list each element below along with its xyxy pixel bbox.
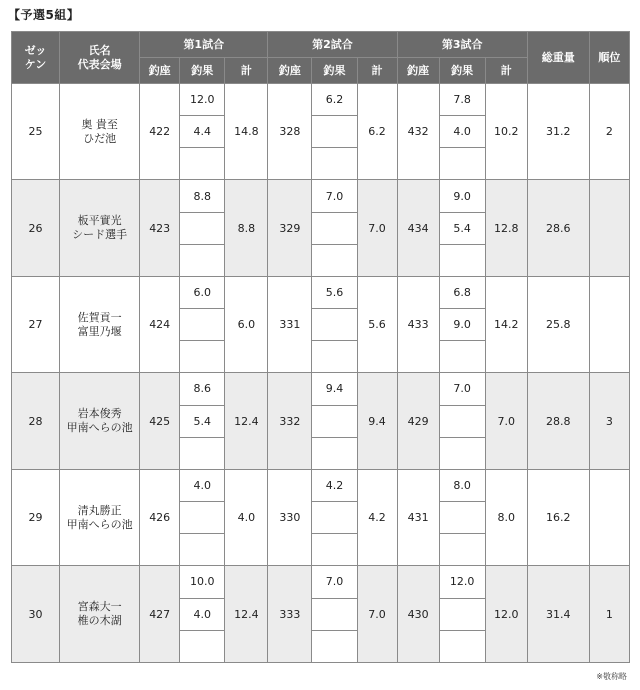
seat-cell: 329 [268,180,312,276]
match-total-cell: 6.0 [225,276,268,372]
header-seat: 釣座 [397,58,439,84]
result-cell: 7.0 [439,373,485,405]
result-cell: 7.0 [312,180,357,212]
player-venue: シード選手 [72,228,128,242]
seat-cell: 331 [268,276,312,372]
header-match-3: 第3試合 [397,32,527,58]
player-venue: 甲南へらの池 [66,421,133,435]
result-cell [439,630,485,662]
table-row [12,180,630,212]
match-total-cell: 7.0 [485,373,527,469]
header-rank: 順位 [589,32,629,84]
header-total: 計 [225,58,268,84]
seat-cell: 433 [397,276,439,372]
seat-cell: 434 [397,180,439,276]
name-cell [60,373,140,469]
result-cell: 5.4 [439,212,485,244]
result-cell [312,437,357,469]
result-cell: 4.4 [180,116,225,148]
header-result: 釣果 [439,58,485,84]
result-cell [439,405,485,437]
player-venue: 甲南へらの池 [66,517,133,531]
rank-cell: 3 [589,373,629,469]
name-cell [60,566,140,663]
seat-cell: 330 [268,469,312,565]
result-cell [180,148,225,180]
match-total-cell: 14.2 [485,276,527,372]
result-cell: 12.0 [180,84,225,116]
result-cell [439,148,485,180]
match-total-cell: 12.8 [485,180,527,276]
header-result: 釣果 [312,58,357,84]
result-cell [439,437,485,469]
result-cell: 6.8 [439,276,485,308]
grand-total-cell: 31.4 [527,566,589,663]
seat-cell: 427 [140,566,180,663]
match-total-cell: 7.0 [357,180,397,276]
result-cell [439,341,485,373]
result-cell: 6.0 [180,276,225,308]
name-cell [60,276,140,372]
grand-total-cell: 28.8 [527,373,589,469]
match-total-cell: 12.0 [485,566,527,663]
result-cell: 9.0 [439,180,485,212]
player-venue: 椎の木湖 [77,614,122,628]
rank-cell: 2 [589,84,629,180]
result-cell [312,598,357,630]
result-cell [180,341,225,373]
table-row [12,276,630,308]
header-seat: 釣座 [140,58,180,84]
result-cell [312,534,357,566]
result-cell [180,212,225,244]
zekken-cell: 25 [12,84,60,180]
grand-total-cell: 16.2 [527,469,589,565]
result-cell: 8.6 [180,373,225,405]
rank-cell [589,276,629,372]
zekken-cell: 27 [12,276,60,372]
seat-cell: 328 [268,84,312,180]
match-total-cell: 4.0 [225,469,268,565]
result-cell: 12.0 [439,566,485,598]
result-cell [439,502,485,534]
result-cell: 7.0 [312,566,357,598]
result-cell: 7.8 [439,84,485,116]
footnote: ※敬称略 [596,672,627,681]
seat-cell: 426 [140,469,180,565]
player-venue: 富里乃堰 [77,324,122,338]
result-cell [180,309,225,341]
result-cell [312,212,357,244]
result-cell [312,502,357,534]
table-row [12,566,630,598]
result-cell: 5.4 [180,405,225,437]
seat-cell: 429 [397,373,439,469]
result-cell: 4.0 [180,598,225,630]
grand-total-cell: 25.8 [527,276,589,372]
match-total-cell: 5.6 [357,276,397,372]
result-cell [439,598,485,630]
match-total-cell: 4.2 [357,469,397,565]
result-cell: 4.2 [312,469,357,501]
header-row-top [12,32,630,58]
table-row [12,469,630,501]
page-title: 【予選5組】 [8,8,80,22]
result-cell [312,244,357,276]
table-row [12,84,630,116]
header-total: 計 [485,58,527,84]
player-name: 岩本俊秀 [77,407,122,421]
result-cell [312,116,357,148]
name-cell [60,469,140,565]
seat-cell: 431 [397,469,439,565]
seat-cell: 423 [140,180,180,276]
zekken-cell: 26 [12,180,60,276]
header-result: 釣果 [180,58,225,84]
rank-cell [589,469,629,565]
seat-cell: 333 [268,566,312,663]
result-cell [439,534,485,566]
header-name: 氏名 代表会場 [60,32,140,84]
player-name: 宮森大一 [77,600,122,614]
seat-cell: 424 [140,276,180,372]
match-total-cell: 9.4 [357,373,397,469]
result-cell [312,309,357,341]
result-cell [180,244,225,276]
result-cell [312,341,357,373]
zekken-cell: 29 [12,469,60,565]
rank-cell: 1 [589,566,629,663]
player-venue: ひだ池 [83,131,117,145]
result-cell [439,244,485,276]
header-match-1: 第1試合 [140,32,268,58]
result-cell: 4.0 [180,469,225,501]
result-cell: 8.0 [439,469,485,501]
grand-total-cell: 28.6 [527,180,589,276]
results-body [12,84,630,663]
header-seat: 釣座 [268,58,312,84]
result-cell: 5.6 [312,276,357,308]
result-cell [180,502,225,534]
grand-total-cell: 31.2 [527,84,589,180]
rank-cell [589,180,629,276]
result-cell: 10.0 [180,566,225,598]
header-total: 計 [357,58,397,84]
name-cell [60,180,140,276]
seat-cell: 332 [268,373,312,469]
player-name: 板平實光 [77,214,122,228]
result-cell: 9.0 [439,309,485,341]
header-grand-total: 総重量 [527,32,589,84]
result-cell: 8.8 [180,180,225,212]
result-cell [312,630,357,662]
match-total-cell: 8.8 [225,180,268,276]
result-cell [180,630,225,662]
zekken-cell: 28 [12,373,60,469]
header-match-2: 第2試合 [268,32,397,58]
result-cell: 9.4 [312,373,357,405]
seat-cell: 430 [397,566,439,663]
results-table [11,31,630,663]
player-name: 佐賀貢一 [77,310,122,324]
seat-cell: 432 [397,84,439,180]
result-cell [180,534,225,566]
result-cell [312,148,357,180]
name-cell [60,84,140,180]
match-total-cell: 14.8 [225,84,268,180]
player-name: 奥 貴至 [81,117,118,131]
match-total-cell: 8.0 [485,469,527,565]
match-total-cell: 10.2 [485,84,527,180]
match-total-cell: 6.2 [357,84,397,180]
match-total-cell: 7.0 [357,566,397,663]
seat-cell: 425 [140,373,180,469]
result-cell: 4.0 [439,116,485,148]
result-cell [312,405,357,437]
table-row [12,373,630,405]
player-name: 清丸勝正 [77,503,122,517]
result-cell: 6.2 [312,84,357,116]
seat-cell: 422 [140,84,180,180]
match-total-cell: 12.4 [225,373,268,469]
match-total-cell: 12.4 [225,566,268,663]
header-zekken: ゼッ ケン [12,32,60,84]
zekken-cell: 30 [12,566,60,663]
result-cell [180,437,225,469]
